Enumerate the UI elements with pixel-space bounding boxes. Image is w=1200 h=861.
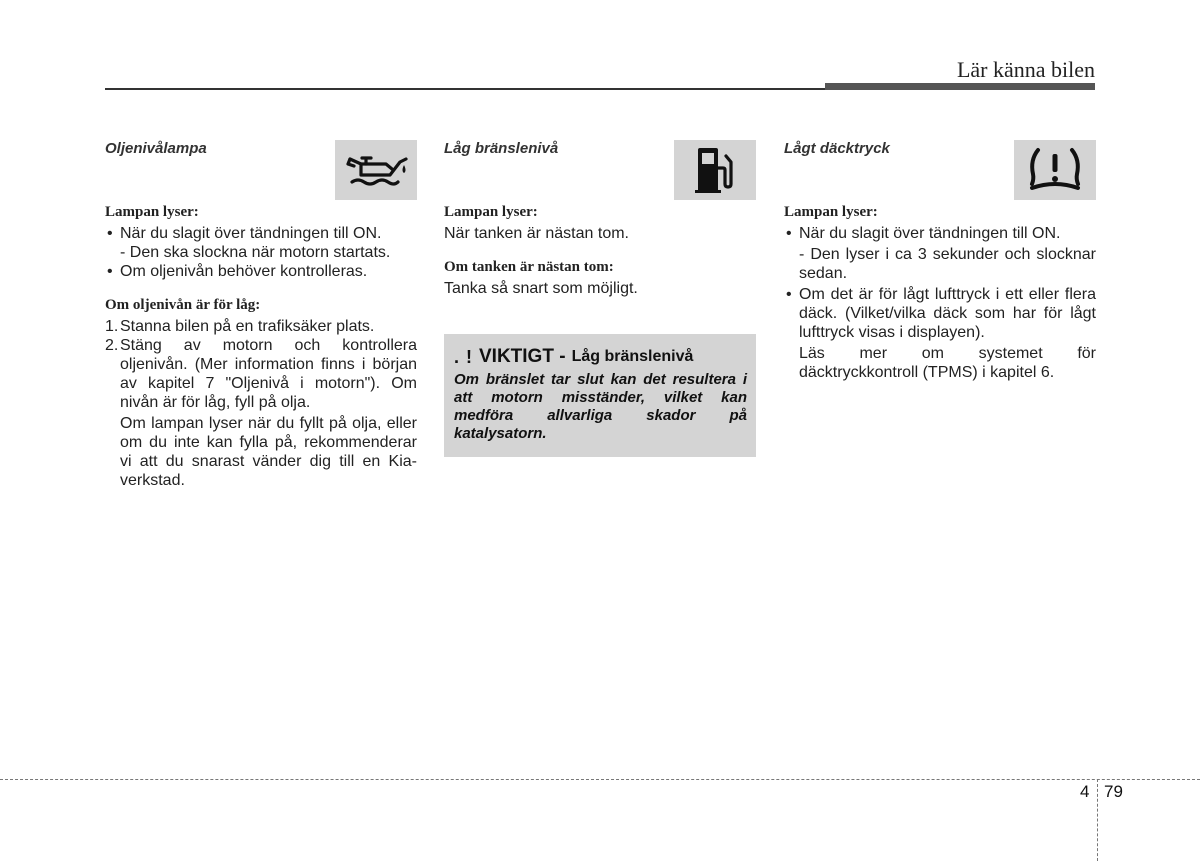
lamp-on-heading: Lampan lyser: (105, 204, 199, 220)
low-fuel-subtitle: Låg bränslenivå (444, 140, 559, 157)
header-rule-accent (825, 83, 1095, 90)
tank-empty-text: Tanka så snart som möjligt. (444, 280, 638, 297)
footer-divider (0, 779, 1200, 780)
list-item-text: Om oljenivån behöver kontrolleras. (120, 263, 368, 280)
step-text: Stäng av motorn och kontrollera oljenivån. (Mer information finns i början av kapitel 7 "Oljenivå i motorn"). Om nivån är för låg, fyll på olja. (120, 337, 417, 411)
bullet: • (786, 286, 792, 303)
step-number: 2. (105, 337, 119, 354)
tpms-warning-lamp (1014, 140, 1096, 200)
warning-text: Om bränslet tar slut kan det resultera i att motorn misständer, vilket kan medföra allvarliga skador på katalysatorn. (454, 371, 747, 442)
section-title: Lär känna bilen (956, 57, 1095, 82)
tire-pressure-body (784, 204, 1096, 382)
numbered-step (105, 317, 417, 336)
warning-topic: Låg bränslenivå (571, 348, 694, 365)
lamp-on-heading: Lampan lyser: (784, 204, 878, 220)
list-sub-item: - Den ska slockna när motorn startats. (120, 244, 391, 261)
list-item-text: Om det är för lågt lufttryck i ett eller flera däck. (Vilket/vilka däck som har för lågt lufttryck visas i displayen). (799, 286, 1096, 341)
list-item (105, 262, 417, 281)
step-text: Stanna bilen på en trafiksäker plats. (120, 318, 375, 335)
list-sub-item: - Den lyser i ca 3 sekunder och slocknar sedan. (799, 246, 1096, 282)
fuel-pump-icon (693, 146, 737, 194)
oil-warning-lamp (335, 140, 417, 200)
bullet: • (107, 263, 113, 280)
warning-header (454, 346, 747, 368)
bullet: • (786, 225, 792, 242)
lamp-on-heading: Lampan lyser: (444, 204, 538, 220)
exclamation-icon: . ! (454, 346, 473, 367)
list-item (784, 285, 1096, 342)
step-number: 1. (105, 318, 119, 335)
list-item (105, 224, 417, 243)
page-number-divider (1097, 779, 1098, 861)
lamp-on-text: När tanken är nästan tom. (444, 225, 629, 242)
list-item-text: När du slagit över tändningen till ON. (120, 225, 382, 242)
numbered-step (105, 336, 417, 412)
tire-pressure-warning-icon (1024, 146, 1086, 194)
oil-level-body (105, 204, 417, 490)
oil-can-icon (344, 149, 408, 191)
bullet: • (107, 225, 113, 242)
list-item (784, 224, 1096, 243)
oil-level-subtitle: Oljenivålampa (105, 140, 207, 157)
tire-pressure-subtitle: Lågt däcktryck (784, 140, 890, 157)
list-item-text: När du slagit över tändningen till ON. (799, 225, 1061, 242)
tank-empty-heading: Om tanken är nästan tom: (444, 259, 614, 275)
list-item-continuation: Läs mer om systemet för däcktryckkontroll (TPMS) i kapitel 6. (799, 345, 1096, 381)
warning-label: VIKTIGT - (479, 346, 566, 367)
low-oil-heading: Om oljenivån är för låg: (105, 297, 261, 313)
step-continuation: Om lampan lyser när du fyllt på olja, eller om du inte kan fylla på, rekommenderar vi att du snarast vänder dig till en Kia-verkstad. (120, 415, 417, 489)
low-fuel-body (444, 204, 756, 298)
chapter-number: 4 (1080, 782, 1090, 801)
page-number: 79 (1104, 782, 1123, 801)
fuel-warning-lamp (674, 140, 756, 200)
important-warning-box (444, 334, 756, 457)
